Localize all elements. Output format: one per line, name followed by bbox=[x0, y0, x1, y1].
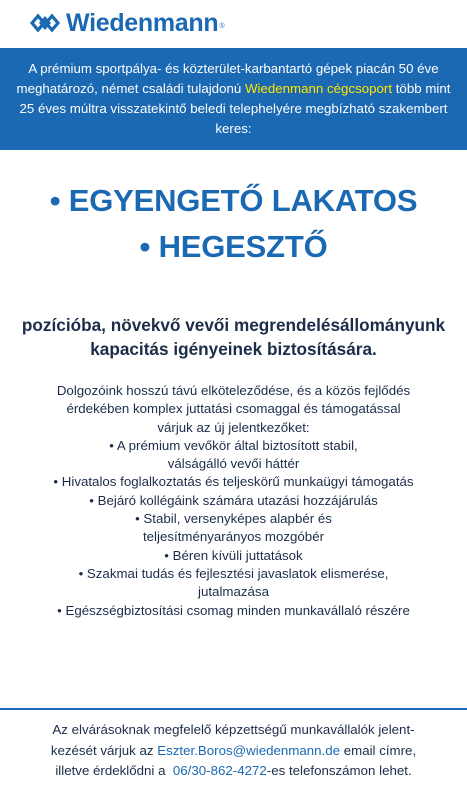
intro-text-part2: több mint 25 éves múltra visszatekintő beledi telephelyére megbízható szakembert keres: bbox=[19, 81, 451, 136]
benefit-item: válságálló vevői háttér bbox=[167, 456, 300, 472]
benefits-lead-3: várjuk az új jelentkezőket: bbox=[157, 419, 310, 435]
benefit-item: • Szakmai tudás és fejlesztési javaslatok elismerése, bbox=[78, 565, 389, 581]
intro-banner bbox=[0, 48, 467, 150]
brand-name: Wiedenmann bbox=[66, 9, 219, 37]
benefits-section bbox=[0, 382, 467, 620]
subtitle-line-1: pozícióba, növekvő vevői megrendelésállományunk bbox=[21, 315, 446, 335]
benefit-item: teljesítményarányos mozgóbér bbox=[142, 529, 325, 545]
phone-number[interactable]: 06/30-862-4272 bbox=[172, 763, 267, 778]
registered-mark: ® bbox=[219, 22, 225, 30]
benefit-item: • A prémium vevőkör által biztosított stabil, bbox=[109, 437, 358, 453]
benefit-item: • Béren kívüli juttatások bbox=[164, 547, 303, 563]
intro-text-part1: A prémium sportpálya- és közterület-karbantartó gépek piacán 50 éve meghatározó, német családi tulajdonú bbox=[16, 61, 439, 96]
subtitle-line-2: kapacitás igényeinek biztosítására. bbox=[90, 339, 377, 359]
job-titles bbox=[0, 178, 467, 270]
benefit-item: jutalmazása bbox=[198, 584, 269, 600]
benefits-lead-1: Dolgozóink hosszú távú elköteleződése, és a közös fejlődés bbox=[56, 383, 411, 398]
subtitle bbox=[0, 313, 467, 361]
contact-footer bbox=[0, 708, 467, 797]
footer-line-3 bbox=[0, 761, 467, 782]
header bbox=[0, 0, 467, 48]
footer-line-2-post: email címre, bbox=[340, 742, 417, 758]
footer-line-3-pre: illetve érdeklődni a bbox=[55, 763, 173, 778]
benefits-lead-2: érdekében komplex juttatási csomaggal és támogatással bbox=[66, 401, 401, 417]
wiedenmann-logo-icon bbox=[30, 11, 60, 35]
benefit-item: • Stabil, versenyképes alapbér és bbox=[135, 511, 332, 527]
footer-line-2 bbox=[0, 741, 467, 762]
job-title-locksmith: • EGYENGETŐ LAKATOS bbox=[49, 183, 418, 218]
job-title-welder: • HEGESZTŐ bbox=[139, 229, 328, 264]
brand-logo bbox=[30, 10, 225, 36]
intro-company-name: Wiedenmann cégcsoport bbox=[244, 81, 393, 96]
footer-line-2-pre: kezését várjuk az bbox=[50, 742, 158, 758]
benefits-list bbox=[0, 437, 467, 620]
footer-line-3-post: -es telefonszámon lehet. bbox=[266, 763, 412, 778]
benefit-item: • Bejáró kollégáink számára utazási hozzájárulás bbox=[89, 492, 378, 508]
benefit-item: • Egészségbiztosítási csomag minden munkavállaló részére bbox=[57, 602, 410, 618]
benefit-item: • Hivatalos foglalkoztatás és teljeskörű munkaügyi támogatás bbox=[53, 474, 414, 490]
email-link[interactable]: Eszter.Boros@wiedenmann.de bbox=[157, 742, 341, 758]
footer-line-1: Az elvárásoknak megfelelő képzettségű munkavállalók jelent- bbox=[52, 722, 415, 737]
